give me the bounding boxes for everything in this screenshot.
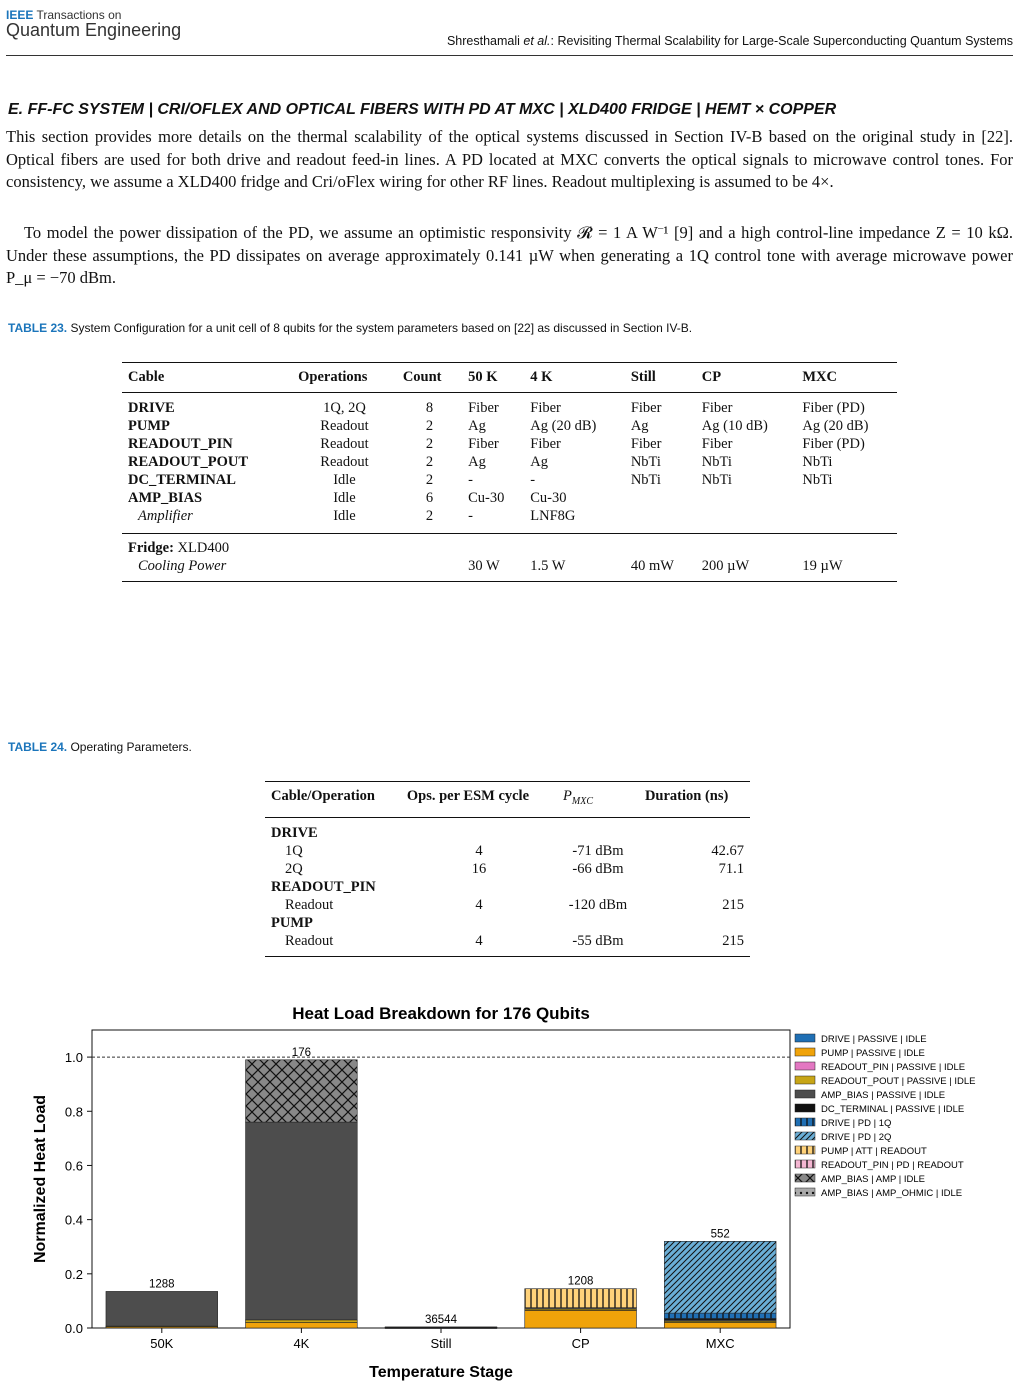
table23-cell: Cu-30 [530,490,567,506]
table23-cell: 6 [425,490,434,506]
table23-cooling-row [122,557,897,582]
table23-row [122,435,897,453]
legend-swatch [795,1160,815,1168]
table23-cell: READOUT_PIN [128,436,233,452]
legend-label: READOUT_PIN | PD | READOUT [821,1160,964,1171]
legend-swatch [795,1104,815,1112]
table23-fridge [122,534,897,582]
table23-cell: Readout [320,436,369,452]
running-title: : Revisiting Thermal Scalability for Large-Scale Superconducting Quantum Systems [550,34,1013,48]
table23-cell: Ag [530,454,548,470]
table24-cell: 2Q [285,860,303,877]
table24-cell: 71.1 [718,860,744,877]
blank-cell [401,878,750,896]
table24-group-row [265,914,750,932]
page-header [0,0,1019,60]
table23-cell: Ag [630,418,649,434]
table23-cell: Fiber (PD) [802,436,865,452]
legend-swatch [795,1174,815,1182]
table23-header: 50 K [468,369,498,385]
legend-label: DRIVE | PD | 1Q [821,1118,892,1129]
cooling-value: 40 mW [630,558,674,574]
table23-row [122,471,897,489]
legend-label: AMP_BIAS | AMP | IDLE [821,1174,926,1185]
table24-header-pmxc: $P_{MXC}$ [563,788,593,807]
running-etal: et al. [523,34,551,48]
table24-cell: 16 [471,860,487,877]
table24-cell: -55 dBm [572,932,624,949]
blank-cell [401,914,750,932]
y-tick-label: 0.6 [64,1158,83,1174]
table23-cell: NbTi [802,454,833,470]
table24-cell: Readout [285,932,334,949]
bar-segment [246,1122,358,1320]
table23-cell: Fiber [530,436,561,452]
bar-segment [246,1323,358,1328]
cooling-value: 19 µW [802,558,843,574]
table23-cell: Fiber [468,436,499,452]
table23-header: Operations [298,369,368,385]
legend-label: PUMP | PASSIVE | IDLE [821,1048,925,1059]
table23-fridge-row [122,534,897,558]
legend-label: DC_TERMINAL | PASSIVE | IDLE [821,1104,965,1115]
bar-label: 36544 [425,1313,457,1326]
table23-cell [796,507,897,534]
logo-line2: Quantum Engineering [6,20,182,40]
table24-cell: 4 [475,842,483,859]
table24-header-row [265,782,750,818]
x-tick-label: CP [571,1336,590,1351]
section-title: E. FF-FC SYSTEM | CRI/OFLEX AND OPTICAL FIBERS WITH PD AT MXC | XLD400 FRIDGE | HEMT × COPPER [8,101,837,118]
table24-label: TABLE 24. [8,740,68,754]
table23-header: Count [402,369,442,385]
bar-segment [246,1060,358,1122]
y-tick-label: 0.8 [64,1104,83,1120]
running-author: Shresthamali [446,34,520,48]
table23-row [122,417,897,435]
table24-cell: Readout [285,896,334,913]
table23-label: TABLE 23. [8,321,68,335]
table24-cell: 1Q [285,842,303,859]
table23-header: 4 K [530,369,553,385]
table23-cell: - [468,508,473,524]
table23-row [122,393,897,418]
cooling-label: Cooling Power [138,558,227,574]
table23-cell: - [530,472,536,488]
table23-cell [696,507,797,534]
table24-group-row [265,817,750,842]
table23-cell: 2 [425,508,434,524]
table23-header-row [122,363,897,393]
y-tick-label: 0.0 [64,1321,83,1336]
table23-caption-text: System Configuration for a unit cell of 8 qubits for the system parameters based on [22] as discussed in Section IV-B. [70,321,693,335]
logo-line1: Transactions on [36,8,122,22]
table23-cell: NbTi [701,454,732,470]
table23-cell: Fiber [530,400,561,416]
table23-cell: DRIVE [128,400,175,416]
legend-label: AMP_BIAS | PASSIVE | IDLE [821,1090,946,1101]
table23-cell: NbTi [701,472,732,488]
table23-cell: PUMP [128,418,170,434]
table23-cell: DC_TERMINAL [128,472,236,488]
table23-cell: AMP_BIAS [128,490,203,506]
table23-cell: Ag [468,418,486,434]
table23-cell [796,489,897,507]
table23-cell: LNF8G [530,508,576,524]
x-tick-label: Still [430,1336,452,1351]
table24-cell: -66 dBm [572,860,624,877]
table24-row [265,932,750,957]
fridge-value: XLD400 [177,540,230,556]
x-axis-label: Temperature Stage [369,1364,513,1381]
blank-cell [401,817,750,842]
chart-legend [795,1034,976,1199]
bar-segment [246,1320,358,1323]
table23-cell: 2 [425,472,434,488]
table23-cell [696,489,797,507]
table23-cell: Idle [333,472,356,488]
table23-cell: 2 [425,436,434,452]
table23-caption [8,321,692,335]
table24-cell: -120 dBm [568,896,628,913]
table23-cell: Readout [320,454,369,470]
header-rule [6,55,1013,56]
table23-cell: NbTi [630,454,661,470]
table24 [265,781,750,957]
fridge-label: Fridge: [128,540,174,556]
table23-cell: - [468,472,473,488]
table24-group-name: PUMP [271,914,313,931]
table23-cell [625,507,696,534]
bar-segment [664,1241,776,1313]
table23-cell: Ag [468,454,486,470]
legend-label: READOUT_POUT | PASSIVE | IDLE [821,1076,976,1087]
legend-swatch [795,1076,815,1084]
table24-group-name: READOUT_PIN [271,878,376,895]
table24-group-row [265,878,750,896]
legend-swatch [795,1132,815,1140]
legend-swatch [795,1090,815,1098]
table24-cell: -71 dBm [572,842,624,859]
x-tick-label: MXC [705,1336,735,1351]
table24-cell: 4 [475,932,483,949]
bar-segment [106,1291,218,1326]
table23-row [122,507,897,534]
table23-cell [625,489,696,507]
table23-cell: Fiber [630,400,662,416]
table23-cell: Fiber [701,400,733,416]
y-tick-label: 0.4 [64,1212,83,1228]
legend-swatch [795,1062,815,1070]
table24-caption [8,740,192,754]
bar-label: 1208 [567,1275,594,1288]
legend-label: DRIVE | PD | 2Q [821,1132,892,1143]
table23-cell: 2 [425,454,434,470]
table23-cell: 1Q, 2Q [323,400,366,416]
table24-body [265,817,750,956]
legend-label: AMP_BIAS | AMP_OHMIC | IDLE [821,1188,963,1199]
table23-cell: 8 [425,400,434,416]
paragraph-2: To model the power dissipation of the PD, we assume an optimistic responsivity 𝓡 = 1 A W⁻¹ [9] and a high control-line impedance Z = 10 kΩ. Under these assumptions, the PD dissipates on average approximately 0.141 µW when generating a 1Q control tone with average microwave power P_μ = −70 dBm. [6,223,1013,287]
bar-segment [385,1327,497,1328]
table24-row [265,896,750,914]
table23-header: CP [701,369,722,385]
table24-header: Duration (ns) [644,788,729,804]
table23-header: MXC [802,369,837,385]
table24-header: Cable/Operation [271,788,375,804]
chart-bars [106,1047,776,1329]
table23-cell: Readout [320,418,369,434]
bar-label: 552 [710,1228,730,1241]
legend-label: READOUT_PIN | PASSIVE | IDLE [821,1062,966,1073]
legend-swatch [795,1118,815,1126]
bar-segment [664,1313,776,1318]
table24-cell: 4 [475,896,483,913]
table23-cell: Amplifier [138,508,193,524]
journal-logo [6,8,181,41]
table23-cell: Ag (20 dB) [802,418,869,434]
table23-cell: Idle [333,490,356,506]
logo-brand: IEEE [6,8,34,22]
table23-row [122,453,897,471]
table24-cell: 215 [722,896,744,913]
table24-group-name: DRIVE [271,824,318,841]
table23-cell: Idle [333,508,356,524]
cooling-value: 200 µW [701,558,750,574]
table23-cell: Fiber (PD) [802,400,865,416]
table23-cell: Cu-30 [468,490,505,506]
legend-swatch [795,1188,815,1196]
table23-cell: Fiber [468,400,499,416]
paragraph-1: This section provides more details on the thermal scalability of the optical systems discussed in Section IV-B based on the original study in [22]. Optical fibers are used for both drive and readout feed-in lines. A PD located at MXC converts the optical signals to microwave control tones. For consistency, we assume a XLD400 fridge and Cri/oFlex wiring for other RF lines. Readout multiplexing is assumed to be 4×. [6,127,1013,191]
table24-cell: 215 [722,932,744,949]
table24-row [265,860,750,878]
table23-header: Still [630,369,656,385]
table23-header: Cable [128,369,165,385]
table23-cell: READOUT_POUT [128,454,249,470]
bar-segment [525,1289,637,1308]
blank-cell [292,557,462,582]
y-axis-label: Normalized Heat Load [32,1094,49,1264]
legend-swatch [795,1048,815,1056]
table23-cell: Fiber [630,436,662,452]
x-tick-label: 50K [150,1336,174,1351]
legend-swatch [795,1146,815,1154]
table23-cell: NbTi [802,472,833,488]
cooling-value: 30 W [468,558,500,574]
table23-body [122,393,897,534]
legend-label: DRIVE | PASSIVE | IDLE [821,1034,927,1045]
table23-cell: NbTi [630,472,661,488]
table23-cell: Fiber [701,436,733,452]
y-tick-label: 1.0 [64,1050,83,1066]
bar-segment [525,1310,637,1328]
bar-label: 176 [291,1046,311,1059]
table24-row [265,842,750,860]
heat-load-chart [0,992,1019,1387]
table24-caption-text: Operating Parameters. [70,740,192,754]
legend-swatch [795,1034,815,1042]
y-tick-label: 0.2 [64,1266,83,1282]
cooling-value: 1.5 W [530,558,566,574]
chart-title: Heat Load Breakdown for 176 Qubits [292,1004,590,1023]
bar-label: 1288 [149,1278,175,1291]
table23 [122,362,897,582]
table23-row [122,489,897,507]
table23-cell: Ag (20 dB) [530,418,597,434]
x-tick-label: 4K [293,1336,310,1351]
table24-cell: 42.67 [711,842,744,859]
bar-segment [664,1323,776,1328]
table23-cell: 2 [425,418,434,434]
running-header [447,34,1013,48]
legend-label: PUMP | ATT | READOUT [821,1146,927,1157]
table23-cell: Ag (10 dB) [701,418,768,434]
table24-header: Ops. per ESM cycle [406,788,530,804]
